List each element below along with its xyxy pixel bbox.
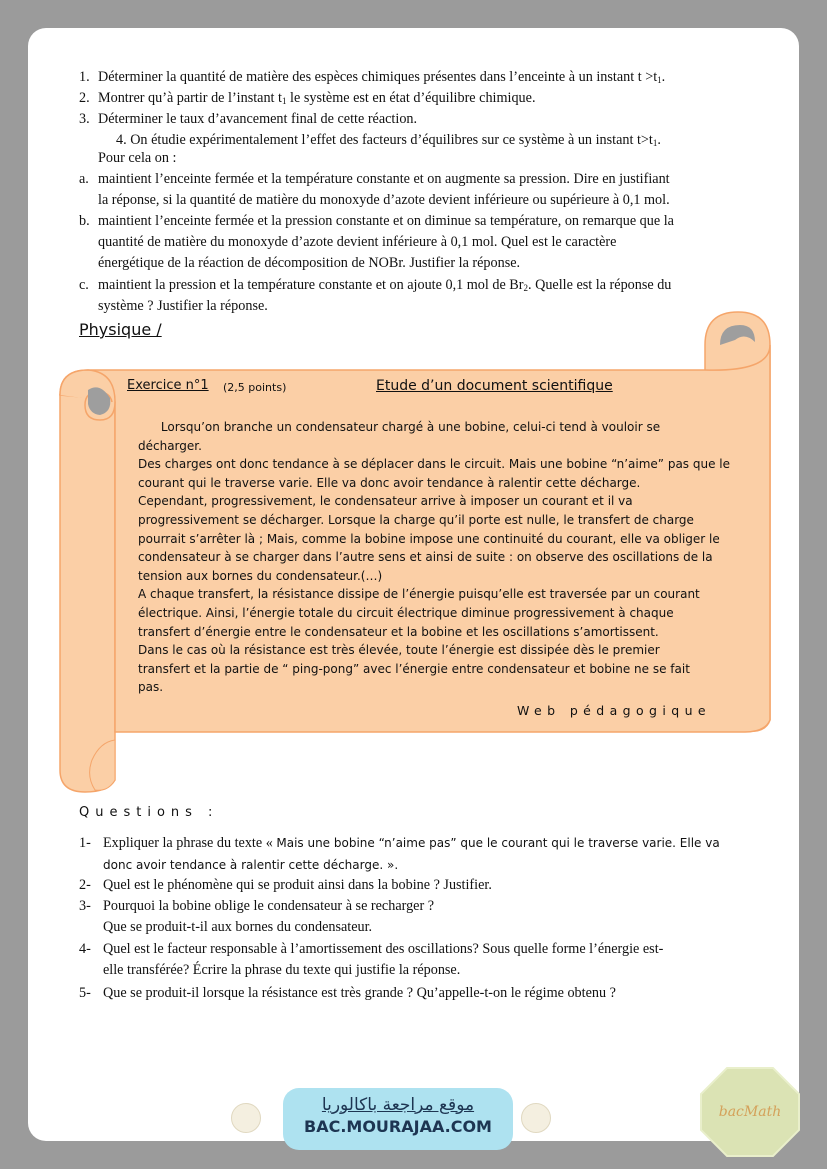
site-logo-icon [231, 1103, 261, 1133]
question-5: Que se produit-il lorsque la résistance est très grande ? Qu’appelle-t-on le régime obtenu ? [103, 985, 616, 1001]
exercise-title: Etude d’un document scientifique [376, 378, 613, 394]
question-1-line: donc avoir tendance à ralentir cette décharge. ». [103, 858, 399, 872]
question-number: 3- [79, 898, 91, 914]
passage-line: A chaque transfert, la résistance dissipe de l’énergie puisqu’elle est traversée par un courant [138, 587, 700, 602]
passage-line: Dans le cas où la résistance est très élevée, toute l’énergie est dissipée dès le premier [138, 643, 660, 658]
passage-line: transfert et la partie de “ ping-pong” avec l’énergie entre condensateur et bobine ne se fait [138, 661, 690, 676]
chem-sub-c-line: maintient la pression et la température constante et on ajoute 0,1 mol de $Br_2$. Quelle est la réponse du [98, 277, 672, 293]
question-number: 5- [79, 985, 91, 1001]
passage-line: décharger. [138, 438, 202, 453]
chem-item-2: Montrer qu’à partir de l’instant $t_1$ le système est en état d’équilibre chimique. [98, 90, 536, 106]
chem-sub-b-line: quantité de matière du monoxyde d’azote devient inférieure à 0,1 mol. Quel est le caractère [98, 234, 617, 250]
passage-line: Des charges ont donc tendance à se déplacer dans le circuit. Mais une bobine “n’aime” pas que le [138, 457, 731, 472]
site-logo-icon [521, 1103, 551, 1133]
passage-line: courant qui le traverse varie. Elle va donc avoir tendance à ralentir cette décharge. [138, 475, 641, 490]
chem-sub-a-line: maintient l’enceinte fermée et la température constante et on augmente sa pression. Dire en justifiant [98, 171, 670, 187]
question-2: Quel est le phénomène qui se produit ainsi dans la bobine ? Justifier. [103, 877, 492, 893]
chem-sub-b-line: maintient l’enceinte fermée et la pression constante et on diminue sa température, on remarque que la [98, 213, 674, 229]
chem-sub-b-line: énergétique de la réaction de décomposition de NOBr. Justifier la réponse. [98, 255, 521, 271]
item-number: 1. [79, 69, 90, 85]
question-number: 4- [79, 941, 91, 957]
passage-line: Cependant, progressivement, le condensateur arrive à imposer un courant et il va [138, 494, 633, 509]
item-letter: c. [79, 277, 89, 293]
passage-line: électrique. Ainsi, l’énergie totale du circuit électrique diminue progressivement à chaque [138, 605, 674, 620]
passage-line: pas. [138, 680, 164, 695]
chem-item-4: 4. On étudie expérimentalement l’effet des facteurs d’équilibres sur ce système à un instant $t>t_1$. [116, 132, 661, 148]
question-4-line: Quel est le facteur responsable à l’amortissement des oscillations? Sous quelle forme l’énergie est- [103, 941, 664, 957]
questions-title: Questions : [79, 805, 219, 820]
pour-cela: Pour cela on : [98, 150, 177, 166]
banner-site[interactable]: BAC.MOURAJAA.COM [304, 1117, 492, 1136]
item-number: 3. [79, 111, 90, 127]
chem-sub-a-line: la réponse, si la quantité de matière du monoxyde d’azote devient inférieure ou supérieure à 0,1 mol. [98, 192, 670, 208]
passage-line: pourrait s’arrêter là ; Mais, comme la bobine impose une continuité du courant, elle va obliger le [138, 531, 720, 546]
section-title: Physique / [79, 320, 162, 339]
source-credit: Web pédagogique [517, 703, 711, 718]
passage [138, 418, 738, 697]
item-letter: b. [79, 213, 90, 229]
question-number: 2- [79, 877, 91, 893]
question-4-line: elle transférée? Écrire la phrase du texte qui justifie la réponse. [103, 962, 461, 978]
question-3-line: Que se produit-t-il aux bornes du condensateur. [103, 919, 373, 935]
passage-line: condensateur à se charger dans l’autre sens et ainsi de suite : on observe des oscillations de la [138, 550, 713, 565]
passage-line: Lorsqu’on branche un condensateur chargé à une bobine, celui-ci tend à vouloir se [138, 420, 661, 434]
site-banner[interactable] [283, 1088, 513, 1150]
exercise-label: Exercice n°1 [127, 378, 209, 393]
bacmath-badge-icon [699, 1066, 801, 1158]
chem-item-3: Déterminer le taux d’avancement final de cette réaction. [98, 111, 418, 127]
item-letter: a. [79, 171, 89, 187]
banner-arabic: موقع مراجعة باكالوريا [321, 1095, 475, 1115]
badge-text: bacMath [718, 1104, 782, 1120]
passage-line: tension aux bornes du condensateur.(…) [138, 568, 383, 583]
chem-sub-c-line: système ? Justifier la réponse. [98, 298, 268, 314]
question-1-line: Expliquer la phrase du texte « Mais une bobine “n’aime pas” que le courant qui le traverse varie. Elle va [103, 835, 720, 851]
exercise-points: (2,5 points) [223, 381, 287, 394]
item-number: 2. [79, 90, 90, 106]
question-3-line: Pourquoi la bobine oblige le condensateur à se recharger ? [103, 898, 435, 914]
chem-item-1: Déterminer la quantité de matière des espèces chimiques présentes dans l’enceinte à un instant $t >t_1$. [98, 69, 666, 85]
passage-line: progressivement se décharger. Lorsque la charge qu’il porte est nulle, le transfert de charge [138, 512, 694, 527]
question-number: 1- [79, 835, 91, 851]
passage-line: transfert d’énergie entre le condensateur et la bobine et les oscillations s’amortissent. [138, 624, 659, 639]
